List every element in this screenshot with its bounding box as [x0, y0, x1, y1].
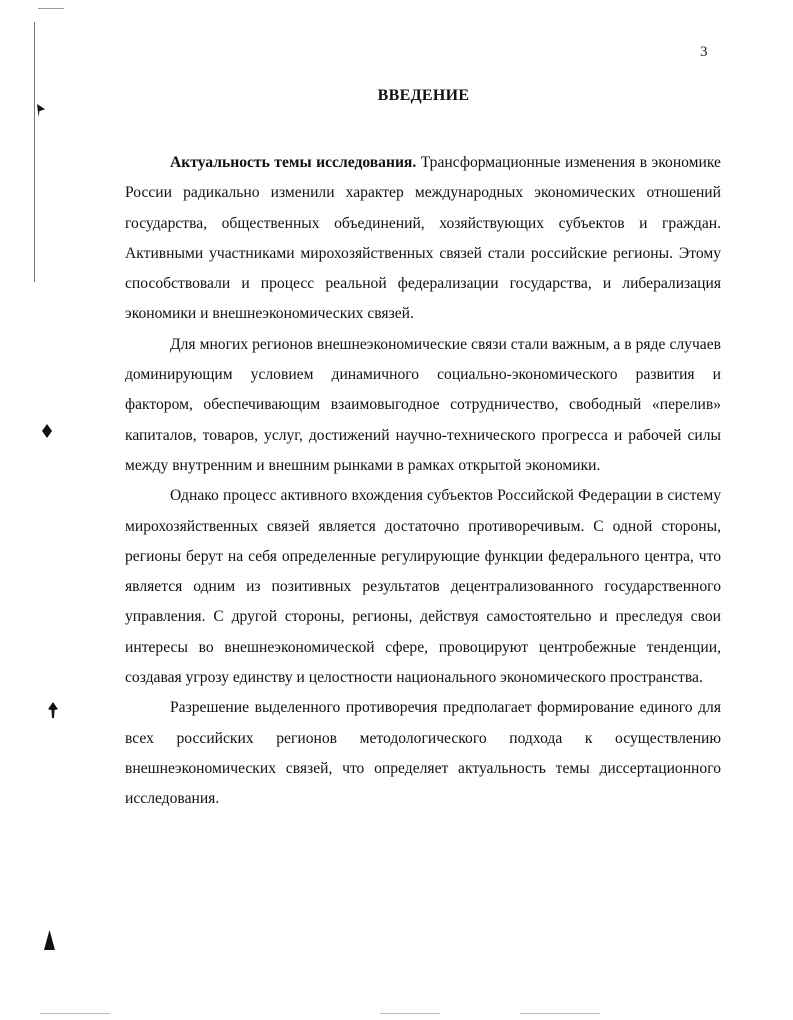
body-text — [125, 148, 721, 815]
paragraph-bold-lead: Актуальность темы исследования. — [170, 154, 417, 171]
binding-hole-mark — [48, 702, 58, 718]
paragraph — [125, 330, 721, 481]
binding-hole-mark — [37, 104, 45, 117]
paragraph-text: Трансформационные изменения в экономике России радикально изменили характер международных экономических отношений государства, общественных объединений, хозяйствующих субъектов и граждан. Активными участниками мирохозяйственных связей стали российские регионы. Этому способствовали и процесс реальной федерализации государства, и либерализация экономики и внешнеэкономических связей. — [125, 154, 721, 323]
scan-edge-dash — [38, 8, 64, 9]
paragraph-text: Для многих регионов внешнеэкономические связи стали важным, а в ряде случаев доминирующим условием динамичного социально-экономического развития и фактором, обеспечивающим взаимовыгодное сотрудничество, свободный «перелив» капиталов, товаров, услуг, достижений научно-технического прогресса и рабочей силы между внутренним и внешним рынками в рамках открытой экономики. — [125, 335, 721, 474]
paragraph — [125, 693, 721, 814]
binding-hole-mark — [44, 930, 55, 950]
scan-bottom-artifact — [40, 1013, 110, 1014]
paragraph — [125, 148, 721, 330]
binding-hole-mark — [42, 424, 52, 438]
paragraph — [125, 481, 721, 693]
scan-edge-line — [34, 22, 35, 282]
scan-bottom-artifact — [380, 1013, 440, 1014]
scan-bottom-artifact — [520, 1013, 600, 1014]
page-number: 3 — [700, 44, 708, 60]
paragraph-text: Однако процесс активного вхождения субъектов Российской Федерации в систему мирохозяйственных связей является достаточно противоречивым. С одной стороны, регионы берут на себя определенные регулирующие функции федерального центра, что является одним из позитивных результатов децентрализованного государственного управления. С другой стороны, регионы, действуя самостоятельно и преследуя свои интересы во внешнеэкономической сфере, провоцируют центробежные тенденции, создавая угрозу единству и целостности национального экономического пространства. — [125, 487, 721, 687]
paragraph-text: Разрешение выделенного противоречия предполагает формирование единого для всех российских регионов методологического подхода к осуществлению внешнеэкономических связей, что определяет актуальность темы диссертационного исследования. — [125, 699, 721, 808]
section-heading: ВВЕДЕНИЕ — [377, 87, 470, 104]
